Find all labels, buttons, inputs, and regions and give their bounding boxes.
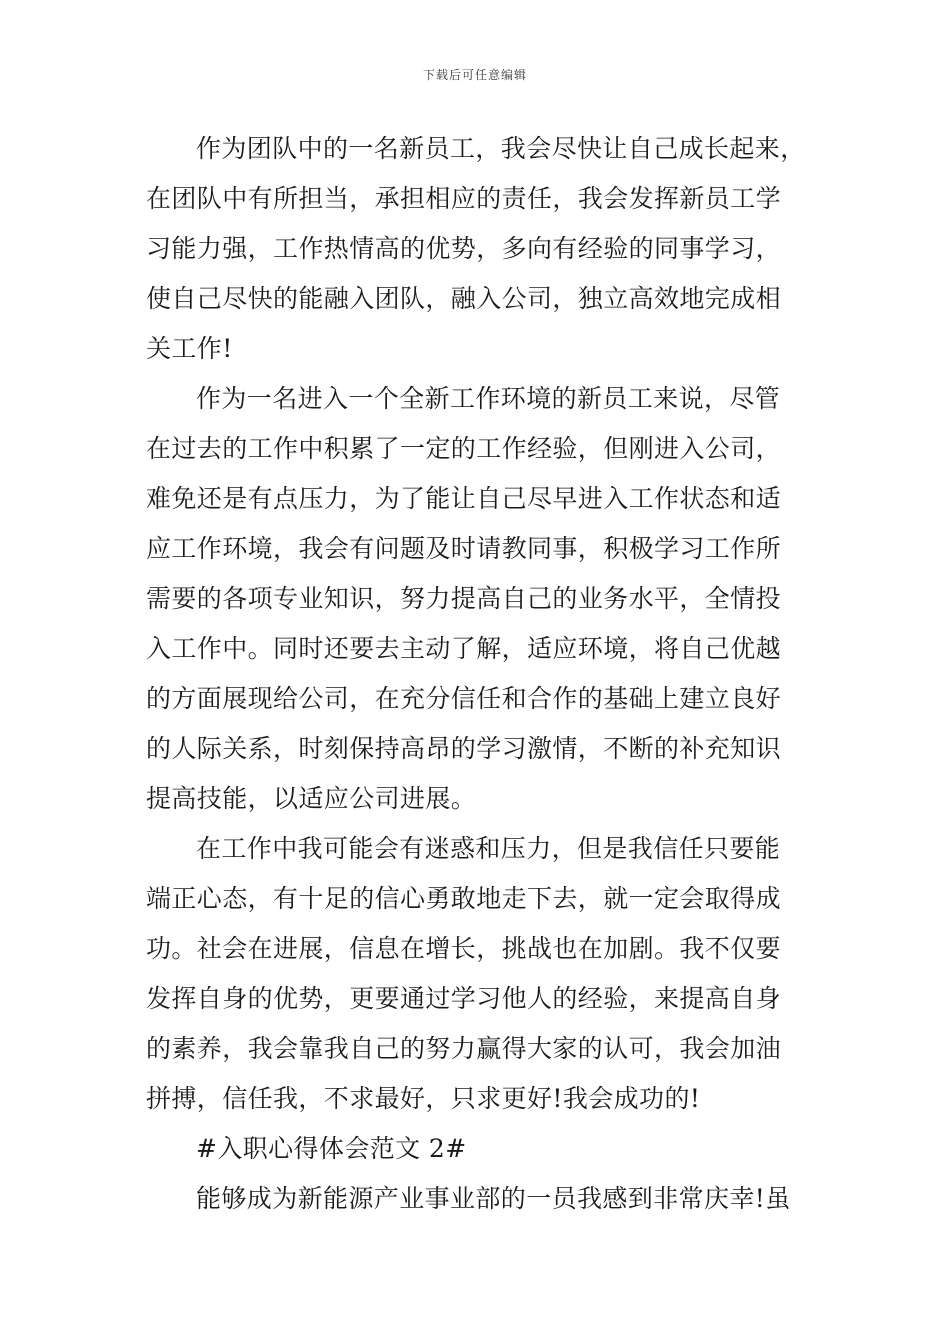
text-line: 能够成为新能源产业事业部的一员我感到非常庆幸!虽 [196,1184,791,1213]
text-line: 的方面展现给公司，在充分信任和合作的基础上建立良好 [146,684,782,713]
text-line: 端正心态，有十足的信心勇敢地走下去，就一定会取得成 [146,884,782,913]
text-line: 作为一名进入一个全新工作环境的新员工来说，尽管 [196,384,781,413]
text-line: 入工作中。同时还要去主动了解，适应环境，将自己优越 [146,634,782,663]
paragraph [146,824,816,1124]
text-line: 习能力强，工作热情高的优势，多向有经验的同事学习， [146,234,782,263]
page-header: 下载后可任意编辑 [422,68,527,82]
text-line: 作为团队中的一名新员工，我会尽快让自己成长起来， [196,134,806,163]
text-line: 在团队中有所担当，承担相应的责任，我会发挥新员工学 [146,184,782,213]
section-heading [146,1124,816,1174]
text-line: 需要的各项专业知识，努力提高自己的业务水平，全情投 [146,584,782,613]
document-body [146,124,816,1224]
text-line: 使自己尽快的能融入团队，融入公司，独立高效地完成相 [146,284,782,313]
text-line: 关工作! [146,334,233,363]
text-line: 难免还是有点压力，为了能让自己尽早进入工作状态和适 [146,484,782,513]
text-line: 功。社会在进展，信息在增长，挑战也在加剧。我不仅要 [146,934,782,963]
text-line: 拼搏，信任我，不求最好，只求更好!我会成功的! [146,1084,701,1113]
paragraph [146,374,816,824]
text-line: 在过去的工作中积累了一定的工作经验，但刚进入公司， [146,434,782,463]
paragraph [146,124,816,374]
text-line: 在工作中我可能会有迷惑和压力，但是我信任只要能 [196,834,781,863]
text-line: 应工作环境，我会有问题及时请教同事，积极学习工作所 [146,534,782,563]
text-line: 的素养，我会靠我自己的努力赢得大家的认可，我会加油 [146,1034,782,1063]
text-line: 的人际关系，时刻保持高昂的学习激情，不断的补充知识 [146,734,782,763]
paragraph [146,1174,816,1224]
text-line: 发挥自身的优势，更要通过学习他人的经验，来提高自身 [146,984,782,1013]
heading-line: #入职心得体会范文 2# [196,1134,467,1163]
text-line: 提高技能，以适应公司进展。 [146,784,477,813]
